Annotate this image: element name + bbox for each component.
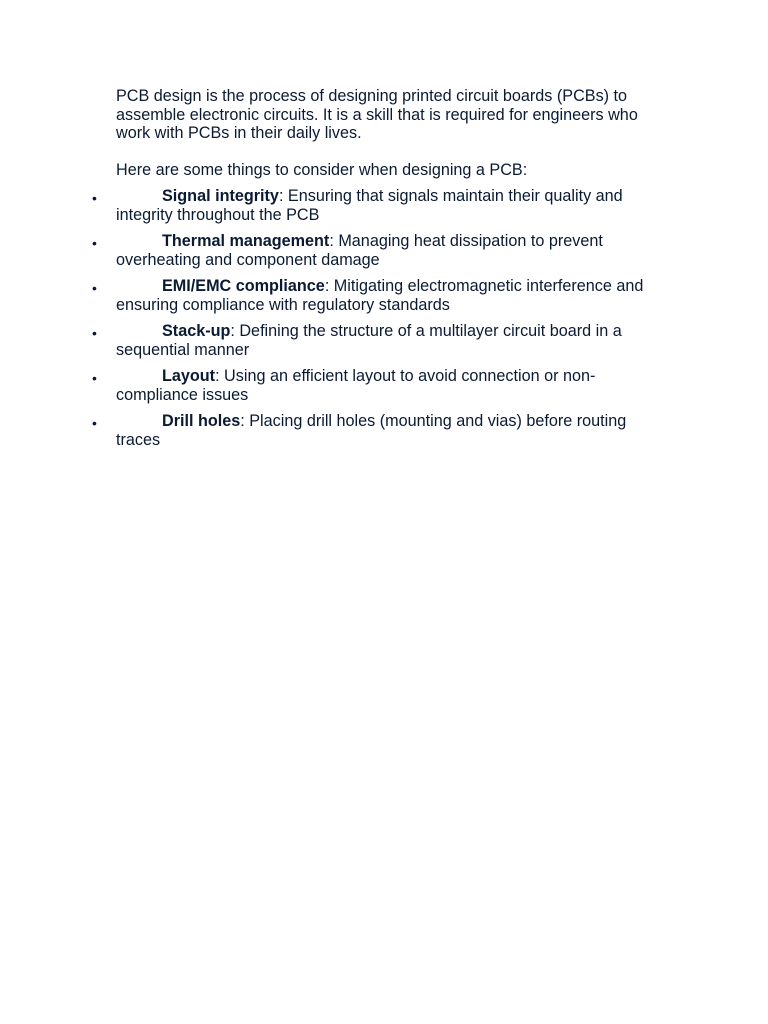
list-item xyxy=(92,322,656,359)
list-item-description: : Placing drill holes (mounting and vias) before routing traces xyxy=(116,412,627,449)
list-item xyxy=(92,367,656,404)
list-item-term: Thermal management xyxy=(162,232,330,250)
list-item-term: Stack-up xyxy=(162,322,231,340)
list-item xyxy=(92,412,656,449)
list-item-description: : Managing heat dissipation to prevent overheating and component damage xyxy=(116,232,603,269)
list-item-description: : Defining the structure of a multilayer circuit board in a sequential manner xyxy=(116,322,622,359)
list-item xyxy=(92,187,656,224)
bullet-icon: • xyxy=(92,235,97,251)
bullet-icon: • xyxy=(92,370,97,386)
list-lead-paragraph: Here are some things to consider when designing a PCB: xyxy=(116,160,528,179)
list-item xyxy=(92,232,656,269)
bullet-icon: • xyxy=(92,325,97,341)
bullet-icon: • xyxy=(92,415,97,431)
list-item-term: EMI/EMC compliance xyxy=(162,277,325,295)
intro-paragraph: PCB design is the process of designing printed circuit boards (PCBs) to assemble electronic circuits. It is a skill that is required for engineers who work with PCBs in their daily lives. xyxy=(116,87,638,142)
list-item xyxy=(92,277,656,314)
list-item-description: : Ensuring that signals maintain their quality and integrity throughout the PCB xyxy=(116,187,623,224)
document-body xyxy=(92,87,656,457)
bullet-icon: • xyxy=(92,280,97,296)
list-item-term: Layout xyxy=(162,367,216,385)
considerations-list xyxy=(92,187,656,449)
list-item-description: : Using an efficient layout to avoid connection or non-compliance issues xyxy=(116,367,596,404)
list-item-term: Drill holes xyxy=(162,412,241,430)
list-item-term: Signal integrity xyxy=(162,187,279,205)
list-item-description: : Mitigating electromagnetic interference and ensuring compliance with regulatory standards xyxy=(116,277,644,314)
bullet-icon: • xyxy=(92,190,97,206)
